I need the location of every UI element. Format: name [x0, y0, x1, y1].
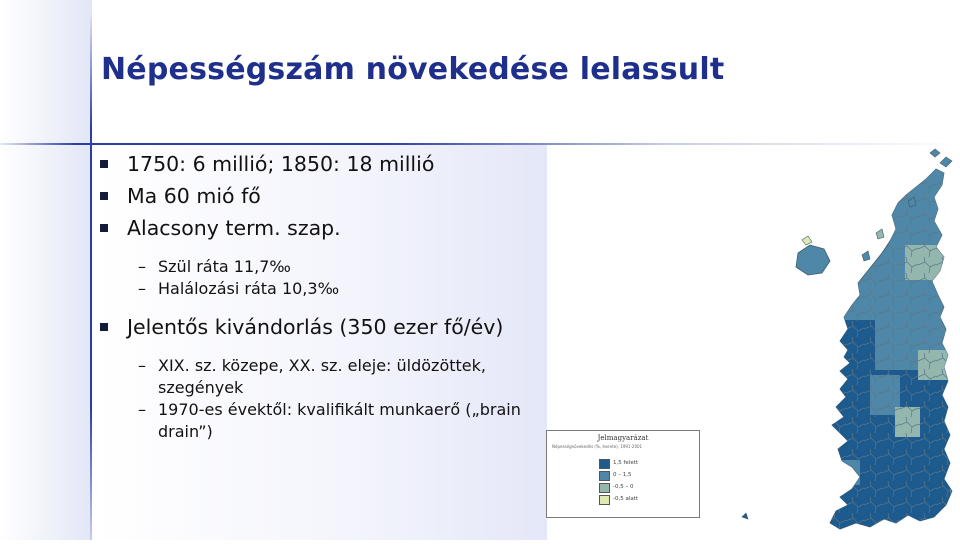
bullet-item: [98, 180, 543, 212]
sub-bullet-item: [98, 256, 543, 278]
legend-swatch: [599, 459, 610, 469]
sub-bullet-item: [98, 278, 543, 300]
bullet-square-icon: [100, 224, 108, 232]
sub-bullet-text: XIX. sz. közepe, XX. sz. eleje: üldözöttek, szegények: [158, 356, 486, 397]
bullet-item: [98, 148, 543, 180]
bullet-square-icon: [100, 323, 108, 331]
bullet-text: Ma 60 mió fő: [127, 184, 261, 208]
legend-title: Jelmagyarázat: [597, 434, 649, 442]
legend-item: [599, 471, 689, 480]
sub-bullet-item: [98, 399, 543, 443]
island-shape: [862, 251, 870, 261]
island-shape: [930, 149, 940, 157]
sub-bullet-dash: –: [138, 257, 146, 276]
legend-subtitle: Népességnövekedés (%, évente), 1991-2001: [552, 444, 643, 449]
northern-ireland-shape: [796, 245, 830, 275]
vertical-rule: [90, 12, 92, 540]
sub-bullet-text: Halálozási ráta 10,3‰: [158, 279, 340, 298]
legend-label: -0,5 alatt: [613, 496, 639, 502]
legend-label: 0 – 1,5: [613, 472, 632, 478]
island-shape: [940, 157, 952, 167]
legend-swatch: [599, 471, 610, 481]
legend-swatch: [599, 483, 610, 493]
legend-label: 1,5 felett: [613, 460, 639, 466]
slide-title: Népességszám növekedése lelassult: [101, 52, 725, 87]
bullet-text: 1750: 6 millió; 1850: 18 millió: [127, 152, 435, 176]
sub-bullet-text: 1970-es évektől: kvalifikált munkaerő („brain drain”): [158, 400, 521, 441]
left-decor-band: [0, 0, 92, 540]
island-shape: [742, 513, 748, 519]
legend-item: [599, 483, 689, 492]
sub-bullet-item: [98, 355, 543, 399]
bullet-list: [98, 148, 543, 443]
sub-bullet-dash: –: [138, 279, 146, 298]
sub-bullet-dash: –: [138, 356, 146, 375]
sub-bullet-dash: –: [138, 400, 146, 419]
map-legend: [546, 430, 700, 518]
bullet-text: Alacsony term. szap.: [127, 216, 341, 240]
island-shape: [876, 229, 884, 239]
bullet-square-icon: [100, 192, 108, 200]
bullet-item: [98, 311, 543, 343]
legend-swatch: [599, 495, 610, 505]
bullet-square-icon: [100, 160, 108, 168]
bullet-text: Jelentős kivándorlás (350 ezer fő/év): [127, 315, 504, 339]
island-shape: [802, 236, 812, 245]
legend-item: [599, 495, 689, 504]
legend-item: [599, 459, 689, 468]
sub-bullet-text: Szül ráta 11,7‰: [158, 257, 291, 276]
bullet-item: [98, 212, 543, 244]
legend-label: -0,5 – 0: [613, 484, 634, 490]
